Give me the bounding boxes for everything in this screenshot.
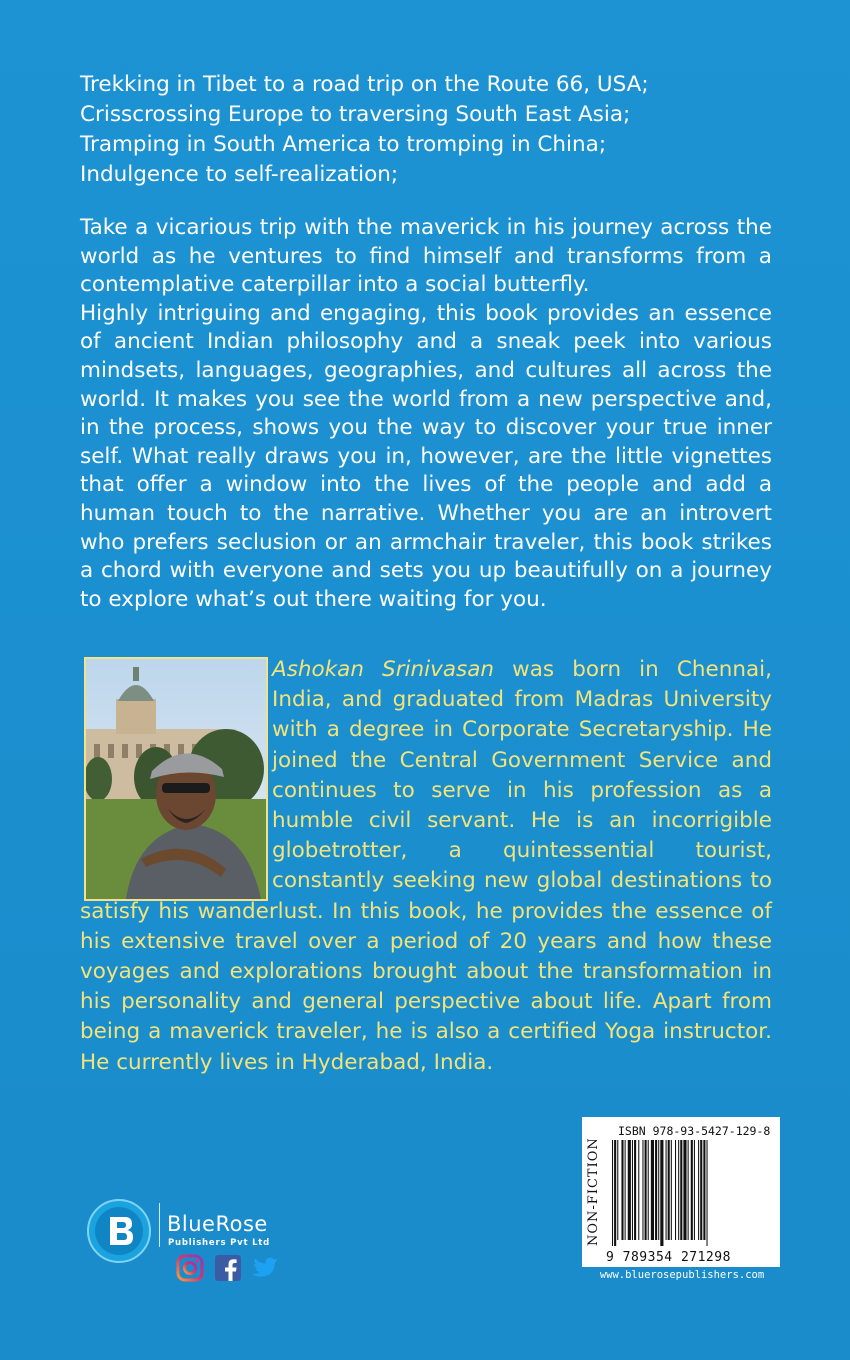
bluerose-logo-icon: [86, 1198, 152, 1268]
genre-label: NON-FICTION: [586, 1137, 601, 1247]
intro-lines: [80, 70, 780, 190]
author-bio-text: was born in Chennai, India, and graduated from Madras University with a degree in Corporate Secretaryship. He joined the Central Government Service and continues to serve in his profession as a humble civil servant. He is an incorrigible globetrotter, a quintessential tourist, constantly seeking new global destinations to satisfy his wanderlust. In this book, he provides the essence of his extensive travel over a period of 20 years and how these voyages and explorations brought about the transformation in his personality and general perspective about life. Apart from being a maverick traveler, he is also a certified Yoga instructor. He currently lives in Hyderabad, India.: [80, 657, 772, 1075]
intro-line: Tramping in South America to tromping in China;: [80, 132, 607, 157]
isbn-label: ISBN 978-93-5427-129-8: [618, 1124, 771, 1138]
barcode-bars: [612, 1140, 774, 1250]
author-name: Ashokan Srinivasan: [272, 657, 495, 682]
publisher-website[interactable]: www.bluerosepublishers.com: [599, 1269, 765, 1281]
barcode-digits: 9 789354 271298: [606, 1250, 731, 1265]
publisher-subtitle: Publishers Pvt Ltd: [168, 1238, 271, 1248]
publisher-name: BlueRose: [167, 1212, 268, 1236]
author-photo: [84, 657, 268, 901]
blurb-paragraph: Take a vicarious trip with the maverick in his journey across the world as he ventures to find himself and transforms from a contemplative caterpillar into a social butterfly.: [80, 215, 772, 298]
logo-divider: [159, 1203, 160, 1247]
intro-line: Trekking in Tibet to a road trip on the Route 66, USA;: [80, 72, 649, 97]
twitter-icon[interactable]: [250, 1254, 280, 1286]
facebook-icon[interactable]: [214, 1254, 242, 1286]
book-blurb: [80, 214, 772, 614]
intro-line: Crisscrossing Europe to traversing South East Asia;: [80, 102, 631, 127]
instagram-icon[interactable]: [176, 1254, 204, 1286]
blurb-paragraph: Highly intriguing and engaging, this book provides an essence of ancient Indian philosophy and a sneak peek into various mindsets, languages, geographies, and cultures all across the world. It makes you see the world from a new perspective and, in the process, shows you the way to discover your true inner self. What really draws you in, however, are the little vignettes that offer a window into the lives of the people and add a human touch to the narrative. Whether you are an introvert who prefers seclusion or an armchair traveler, this book strikes a chord with everyone and sets you up beautifully on a journey to explore what’s out there waiting for you.: [80, 300, 772, 612]
intro-line: Indulgence to self-realization;: [80, 162, 399, 187]
